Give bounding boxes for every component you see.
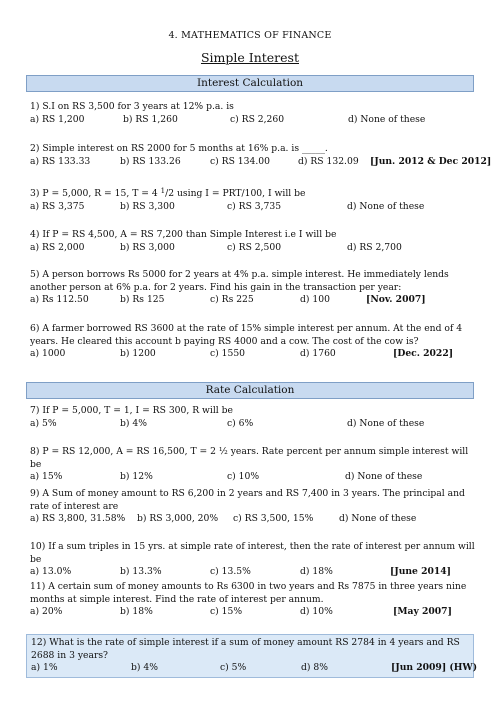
options-row xyxy=(30,566,475,579)
option-c[interactable]: c) 13.5% xyxy=(210,566,251,577)
options-row xyxy=(30,471,475,484)
option-d[interactable]: d) None of these xyxy=(347,417,425,429)
options-row xyxy=(30,513,475,526)
section-banner-rate: Rate Calculation xyxy=(26,382,474,399)
option-a[interactable]: a) 20% xyxy=(30,606,63,617)
option-c[interactable]: c) RS 134.00 xyxy=(210,155,270,167)
option-b[interactable]: b) RS 3,300 xyxy=(120,200,175,212)
question-4 xyxy=(30,229,475,254)
option-c[interactable]: c) Rs 225 xyxy=(210,294,254,305)
option-b[interactable]: b) 13.3% xyxy=(120,566,162,577)
options-row xyxy=(30,201,475,214)
option-c[interactable]: c) RS 2,500 xyxy=(227,241,282,253)
option-d[interactable]: d) 100 xyxy=(300,294,330,305)
exam-reference: [Jun. 2012 & Dec 2012] xyxy=(370,155,492,167)
question-8 xyxy=(30,446,475,484)
options-row xyxy=(31,662,478,675)
option-c[interactable]: c) 5% xyxy=(220,662,247,673)
option-b[interactable]: b) 4% xyxy=(131,662,158,673)
option-a[interactable]: a) RS 133.33 xyxy=(30,155,91,167)
question-11 xyxy=(30,581,475,619)
option-a[interactable]: a) RS 3,800, 31.58% xyxy=(30,513,126,524)
option-d[interactable]: d) RS 2,700 xyxy=(347,241,402,253)
question-5 xyxy=(30,269,475,307)
options-row xyxy=(30,294,475,307)
question-text: 1) S.I on RS 3,500 for 3 years at 12% p.a. is xyxy=(30,101,234,112)
question-1 xyxy=(30,101,475,126)
option-a[interactable]: a) RS 2,000 xyxy=(30,241,85,253)
options-row xyxy=(30,155,492,169)
option-b[interactable]: b) 4% xyxy=(120,417,147,429)
question-10 xyxy=(30,541,475,579)
question-text: 11) A certain sum of money amounts to Rs 6300 in two years and Rs 7875 in three years nine months at simple interest. Find the rate of interest per annum. xyxy=(30,581,467,605)
option-b[interactable]: b) 18% xyxy=(120,606,153,617)
section-banner-interest: Interest Calculation xyxy=(26,75,474,92)
options-row xyxy=(30,348,475,361)
option-a[interactable]: a) Rs 112.50 xyxy=(30,294,89,305)
option-b[interactable]: b) Rs 125 xyxy=(120,294,165,305)
fraction-denominator: 2 xyxy=(168,188,175,199)
question-text: 4) If P = RS 4,500, A = RS 7,200 than Simple Interest i.e I will be xyxy=(30,229,337,240)
option-d[interactable]: d) None of these xyxy=(339,513,417,524)
option-b[interactable]: b) 1200 xyxy=(120,348,156,359)
option-c[interactable]: c) 15% xyxy=(210,606,243,617)
options-row xyxy=(30,418,475,431)
question-9 xyxy=(30,488,475,526)
option-b[interactable]: b) RS 133.26 xyxy=(120,155,181,167)
question-text: 5) A person borrows Rs 5000 for 2 years at 4% p.a. simple interest. He immediately lends another person at 6% p.a. for 2 years. Find his gain in the transaction per year: xyxy=(30,269,449,293)
question-text: 3) P = 5,000, R = 15, T = 4 $^1$/2 using I = PRT/100, I will be xyxy=(30,187,306,199)
exam-reference: [Dec. 2022] xyxy=(393,348,454,359)
exam-reference: [May 2007] xyxy=(393,606,452,617)
option-c[interactable]: c) RS 3,735 xyxy=(227,200,282,212)
option-d[interactable]: d) None of these xyxy=(347,200,425,212)
option-c[interactable]: c) 1550 xyxy=(210,348,246,359)
option-b[interactable]: b) RS 3,000, 20% xyxy=(137,513,219,524)
question-text: 9) A Sum of money amount to RS 6,200 in 2 years and RS 7,400 in 3 years. The principal and rate of interest are xyxy=(30,488,465,512)
fraction-numerator: 1 xyxy=(160,187,166,195)
options-row xyxy=(30,242,475,255)
option-c[interactable]: c) RS 2,260 xyxy=(230,113,285,125)
chapter-heading: 4. MATHEMATICS OF FINANCE xyxy=(168,30,332,41)
question-12 xyxy=(26,634,478,678)
option-d[interactable]: d) RS 132.09 xyxy=(298,155,359,167)
option-b[interactable]: b) RS 1,260 xyxy=(123,113,178,125)
option-d[interactable]: d) None of these xyxy=(348,113,426,125)
option-a[interactable]: a) 5% xyxy=(30,417,57,429)
option-d[interactable]: d) 18% xyxy=(300,566,333,577)
exam-reference: [Jun 2009] (HW) xyxy=(391,662,478,673)
option-a[interactable]: a) 13.0% xyxy=(30,566,72,577)
exam-reference: [June 2014] xyxy=(390,566,452,577)
option-d[interactable]: d) None of these xyxy=(345,471,423,482)
option-d[interactable]: d) 10% xyxy=(300,606,333,617)
question-text: 6) A farmer borrowed RS 3600 at the rate of 15% simple interest per annum. At the end of 4 years. He cleared this account b paying RS 4000 and a cow. The cost of the cow is? xyxy=(30,323,463,347)
option-a[interactable]: a) RS 1,200 xyxy=(30,113,85,125)
option-d[interactable]: d) 8% xyxy=(301,662,328,673)
option-b[interactable]: b) RS 3,000 xyxy=(120,241,175,253)
question-7 xyxy=(30,405,475,430)
question-text: 2) Simple interest on RS 2000 for 5 months at 16% p.a. is _____. xyxy=(30,143,328,154)
option-a[interactable]: a) 1000 xyxy=(30,348,66,359)
option-b[interactable]: b) 12% xyxy=(120,471,153,482)
option-c[interactable]: c) 10% xyxy=(227,471,260,482)
option-c[interactable]: c) RS 3,500, 15% xyxy=(233,513,314,524)
option-c[interactable]: c) 6% xyxy=(227,417,254,429)
question-text: 10) If a sum triples in 15 yrs. at simple rate of interest, then the rate of interest per annum will be xyxy=(30,541,475,565)
question-2 xyxy=(30,143,492,168)
option-a[interactable]: a) 15% xyxy=(30,471,63,482)
option-d[interactable]: d) 1760 xyxy=(300,348,336,359)
options-row xyxy=(30,114,475,127)
page-title: Simple Interest xyxy=(200,50,299,65)
question-text: 8) P = RS 12,000, A = RS 16,500, T = 2 ½ years. Rate percent per annum simple interest will be xyxy=(30,446,469,470)
question-3 xyxy=(30,185,475,213)
exam-reference: [Nov. 2007] xyxy=(366,294,426,305)
question-text: 12) What is the rate of simple interest if a sum of money amount RS 2784 in 4 years and RS 2688 in 3 years? xyxy=(31,637,460,661)
option-a[interactable]: a) 1% xyxy=(31,662,58,673)
question-text: 7) If P = 5,000, T = 1, I = RS 300, R will be xyxy=(30,405,233,416)
question-6 xyxy=(30,323,475,361)
options-row xyxy=(30,606,475,619)
option-a[interactable]: a) RS 3,375 xyxy=(30,200,85,212)
